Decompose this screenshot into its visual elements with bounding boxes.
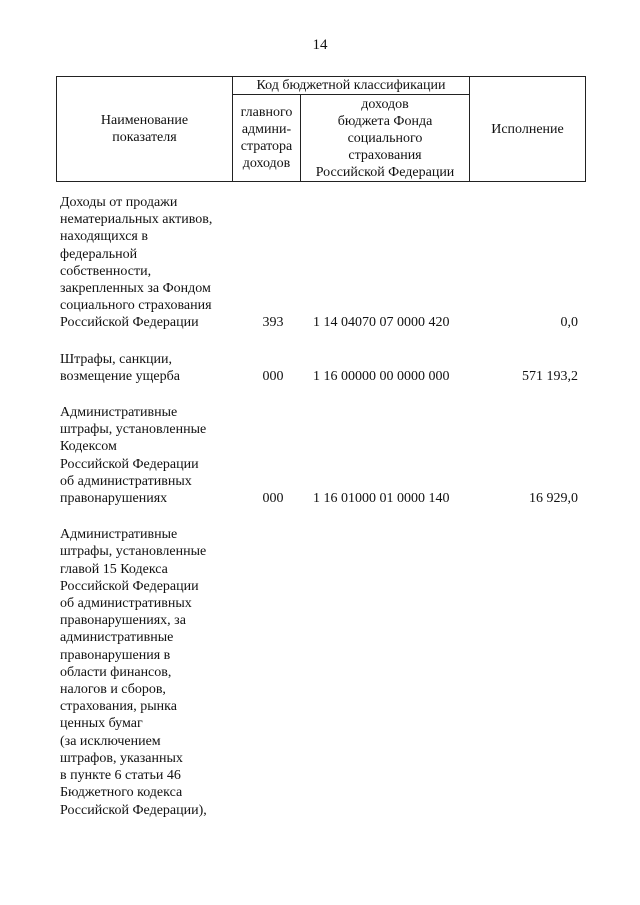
row-budget-code: 1 16 00000 00 0000 000 bbox=[313, 368, 450, 384]
row-execution-value: 16 929,0 bbox=[529, 491, 578, 507]
page-number: 14 bbox=[312, 37, 328, 53]
row-name: Административные штрафы, установленные Кодексом Российской Федерации об административных правонарушениях bbox=[60, 405, 207, 507]
row-admin-code: 000 bbox=[262, 368, 284, 384]
table-row bbox=[60, 351, 590, 385]
row-execution-value: 0,0 bbox=[560, 315, 578, 331]
header-name: Наименование показателя bbox=[57, 77, 233, 181]
row-execution-value: 571 193,2 bbox=[522, 368, 578, 384]
row-admin-code: 393 bbox=[262, 315, 284, 331]
table-body bbox=[60, 194, 590, 838]
header-admin: главного админи- стратора доходов bbox=[233, 95, 301, 181]
row-name: Доходы от продажи нематериальных активов, находящихся в федеральной собственности, закрепленных за Фондом социального страхования Российской Федерации bbox=[60, 195, 213, 331]
table-row bbox=[60, 404, 590, 507]
table-row bbox=[60, 194, 590, 332]
header-classification-group: Код бюджетной классификации bbox=[233, 77, 470, 95]
header-execution: Исполнение bbox=[491, 121, 564, 137]
row-admin-code: 000 bbox=[262, 491, 284, 507]
table-header bbox=[56, 76, 586, 182]
row-name: Штрафы, санкции, возмещение ущерба bbox=[60, 351, 180, 384]
row-budget-code: 1 16 01000 01 0000 140 bbox=[313, 491, 450, 507]
header-income: доходов бюджета Фонда социального страхования Российской Федерации bbox=[301, 95, 470, 181]
row-name: Административные штрафы, установленные главой 15 Кодекса Российской Федерации об административных правонарушениях, за административные правонарушения в области финансов, налогов и сборов, страхования, рынка ценных бумаг (за исключением штрафов, указанных в пункте 6 статьи 46 Бюджетного кодекса Российской Федерации), bbox=[60, 527, 207, 818]
row-budget-code: 1 14 04070 07 0000 420 bbox=[313, 315, 450, 331]
table-row bbox=[60, 526, 590, 818]
